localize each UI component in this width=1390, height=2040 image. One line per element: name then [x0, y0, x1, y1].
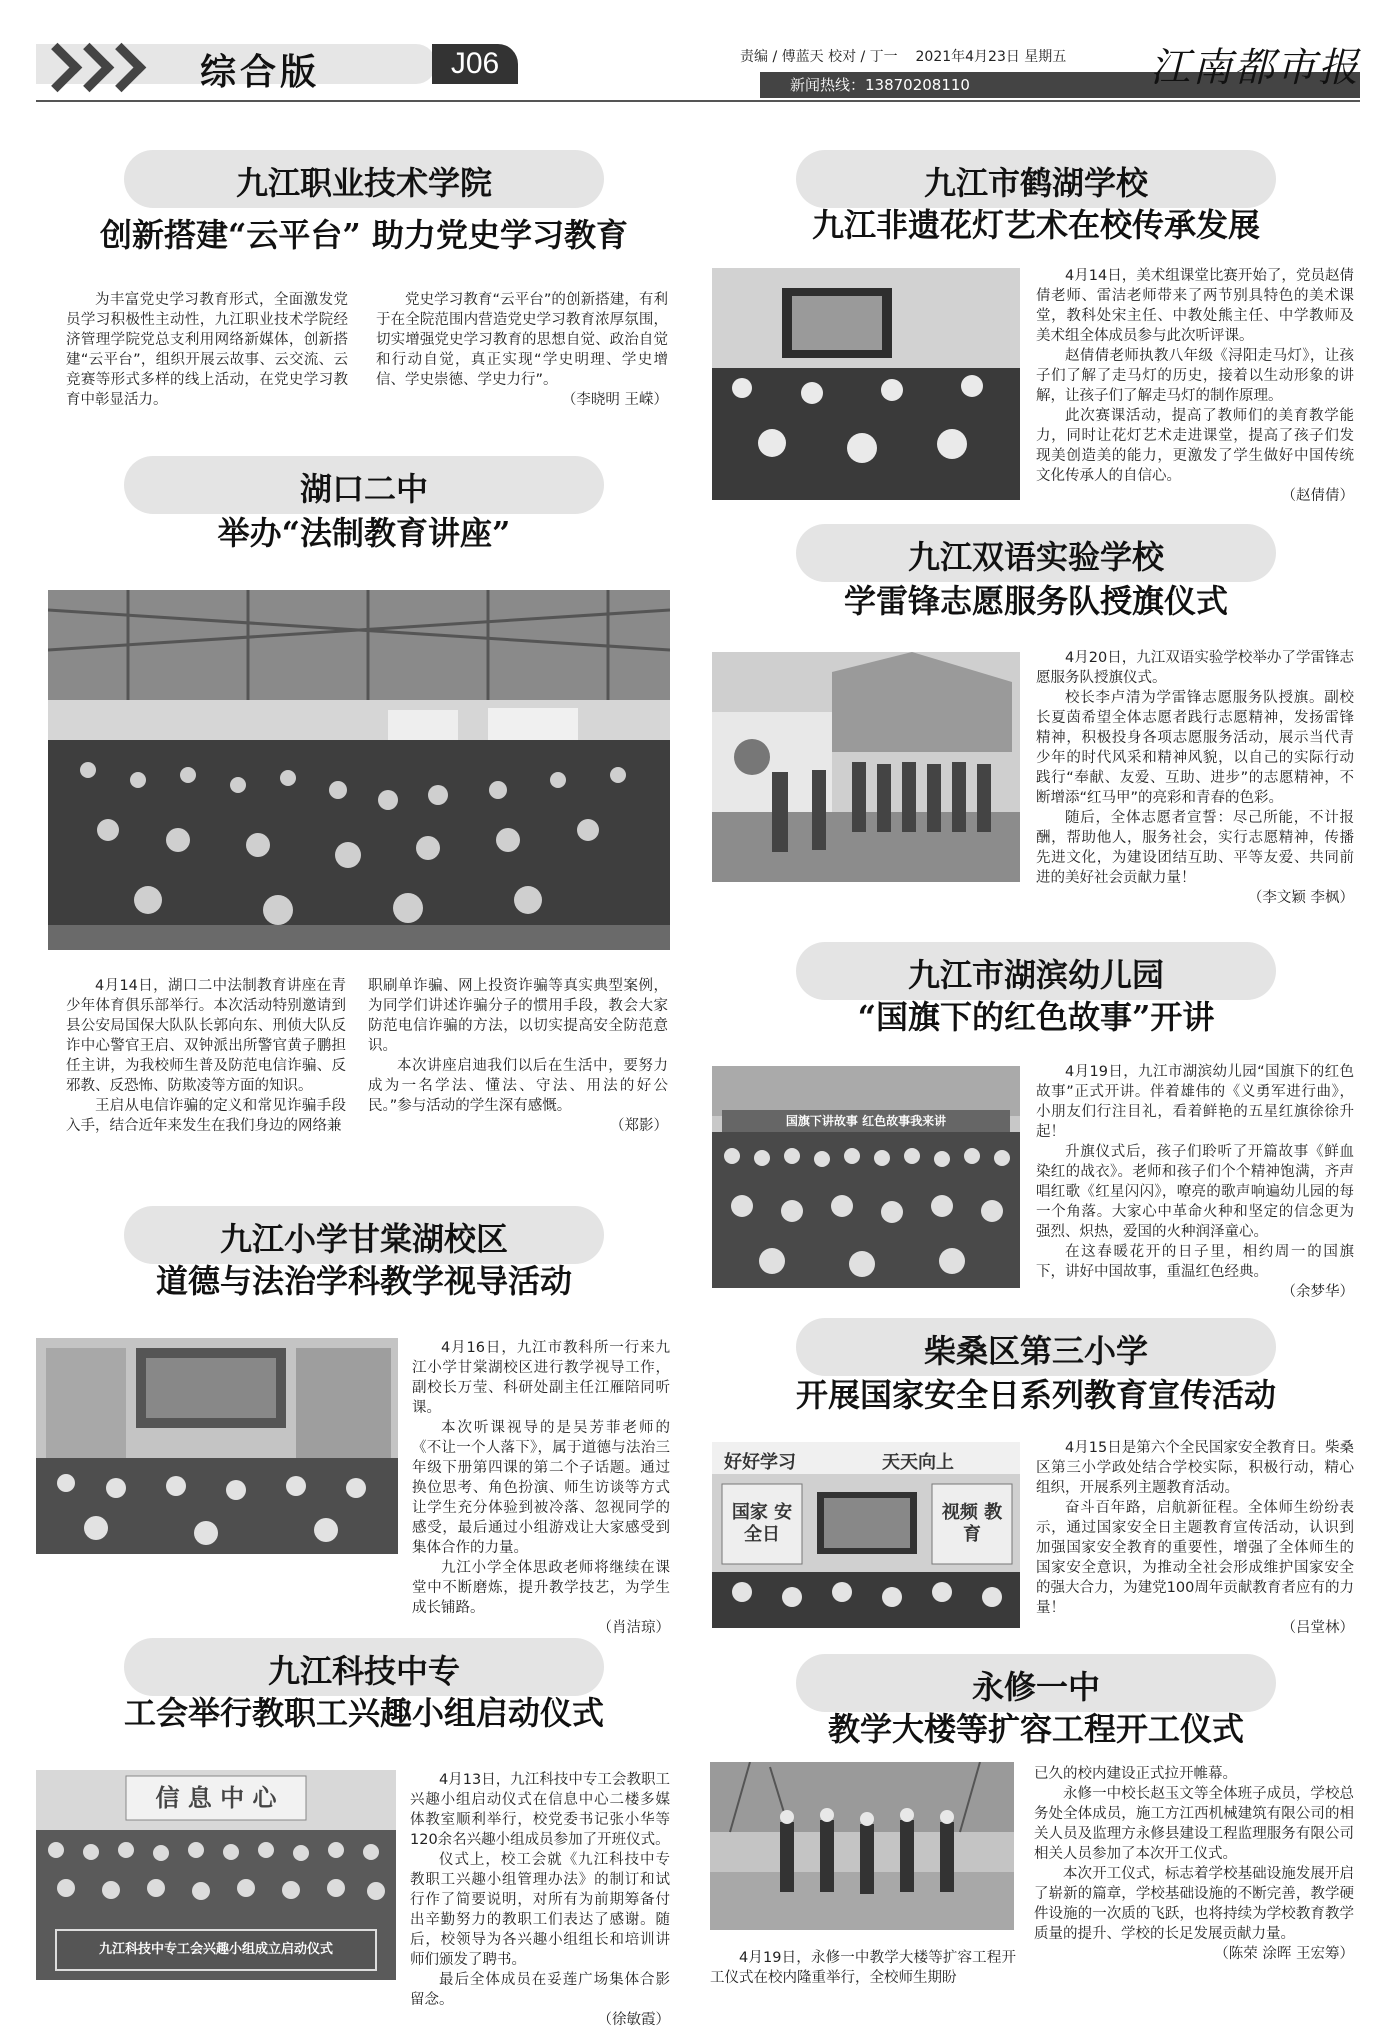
article-photo: [36, 1770, 396, 1980]
paragraph: 本次讲座启迪我们以后在生活中，要努力成为一名学法、懂法、守法、用法的好公民。”参与活动的学生深有感慨。: [368, 1058, 668, 1114]
photo-sign: 信 息 中 心: [155, 1783, 277, 1812]
photo-banner: 九江科技中专工会兴趣小组成立启动仪式: [98, 1942, 333, 1957]
article-photo: [712, 1442, 1020, 1628]
paragraph: 王启从电信诈骗的定义和常见诈骗手段入手，结合近年来发生在我们身边的网络兼: [66, 1098, 346, 1134]
article-title: 道德与法治学科教学视导活动: [155, 1262, 572, 1300]
article-photo: [712, 268, 1020, 500]
photo-banner: 国旗下讲故事 红色故事我来讲: [785, 1114, 947, 1128]
article-photo: [48, 590, 670, 950]
byline: （徐敏霞）: [597, 2012, 670, 2028]
paragraph: 九江小学全体思政老师将继续在课堂中不断磨炼，提升教学技艺，为学生成长铺路。: [412, 1560, 670, 1616]
article-body: [1036, 1062, 1354, 1302]
paragraph: 为丰富党史学习教育形式，全面激发党员学习积极性主动性，九江职业技术学院经济管理学院党总支利用网络新媒体，创新搭建“云平台”，组织开展云故事、云交流、云竞赛等形式多样的线上活动，在党史学习教育中彰显活力。: [66, 292, 348, 408]
article-title: “国旗下的红色故事”开讲: [857, 998, 1215, 1036]
article-org: 柴桑区第三小学: [923, 1332, 1148, 1370]
article-org: 九江市鹤湖学校: [923, 164, 1148, 202]
article-photo: [712, 652, 1020, 882]
article-body: [1036, 648, 1354, 908]
article-title: 学雷锋志愿服务队授旗仪式: [843, 582, 1228, 620]
article-org: 湖口二中: [299, 470, 428, 508]
paragraph: 4月14日，美术组课堂比赛开始了，党员赵倩倩老师、雷洁老师带来了两节别具特色的美术课堂，教科处宋主任、中教处熊主任、中学教师及美术组全体成员参与此次听评课。: [1036, 268, 1354, 344]
article-body: [66, 290, 348, 410]
article-body: [368, 976, 668, 1136]
news-hotline: 新闻热线：13870208110: [790, 76, 970, 94]
article-title: 教学大楼等扩容工程开工仪式: [827, 1710, 1244, 1748]
article-body: [710, 1948, 1016, 1988]
section-title: 综合版: [200, 52, 321, 93]
article-org: 永修一中: [971, 1668, 1100, 1706]
paragraph: 随后，全体志愿者宣誓：尽己所能，不计报酬，帮助他人，服务社会，实行志愿精神，传播先进文化，为建设团结互助、平等友爱、共同前进的美好社会贡献力量！: [1036, 810, 1354, 886]
paragraph: 仪式上，校工会就《九江科技中专教职工兴趣小组管理办法》的制订和试行作了简要说明，对所有为前期筹备付出辛勤努力的教职工们表达了感谢。随后，校领导为各兴趣小组组长和培训讲师们颁发了聘书。: [410, 1852, 670, 1968]
photo-slogan: 天天向上: [882, 1452, 954, 1473]
paragraph: 永修一中校长赵玉文等全体班子成员，学校总务处全体成员，施工方江西机械建筑有限公司的相关人员及监理方永修县建设工程监理服务有限公司相关人员参加了本次开工仪式。: [1034, 1786, 1354, 1862]
byline: （肖洁琼）: [597, 1620, 670, 1636]
article-body: [412, 1338, 670, 1638]
article-title: 举办“法制教育讲座”: [217, 514, 511, 552]
byline: （赵倩倩）: [1281, 488, 1354, 504]
photo-board: 国家 安全日: [731, 1502, 793, 1545]
header-divider: [36, 100, 1360, 102]
article-body: [1036, 1438, 1354, 1638]
paragraph: 在这春暖花开的日子里，相约周一的国旗下，讲好中国故事，重温红色经典。: [1036, 1244, 1354, 1280]
paragraph: 赵倩倩老师执教八年级《浔阳走马灯》，让孩子们了解了走马灯的历史，接着以生动形象的讲解，让孩子们了解走马灯的制作原理。: [1036, 348, 1354, 404]
article-body: [66, 976, 346, 1136]
byline: （吕堂林）: [1281, 1620, 1354, 1636]
article-org: 九江职业技术学院: [235, 164, 492, 202]
paragraph: 党史学习教育“云平台”的创新搭建，有利于在全院范围内营造党史学习教育浓厚氛围，切实增强党史学习教育的思想自觉、政治自觉和行动自觉，真正实现“学史明理、学史增信、学史崇德、学史力行”。: [376, 292, 668, 388]
article-title: 创新搭建“云平台” 助力党史学习教育: [100, 216, 628, 254]
paragraph: 校长李卢清为学雷锋志愿服务队授旗。副校长夏茵希望全体志愿者践行志愿精神，发扬雷锋精神，积极投身各项志愿服务活动，展示当代青少年的时代风采和精神风貌，以自己的实际行动践行“奉献、友爱、互助、进步”的志愿精神，不断增添“红马甲”的亮彩和青春的色彩。: [1036, 690, 1354, 806]
article-body: [376, 290, 668, 410]
byline: （李晓明 王嵘）: [561, 392, 668, 408]
page-number: J06: [432, 44, 518, 84]
article-org: 九江小学甘棠湖校区: [219, 1220, 508, 1258]
article-body: [1036, 266, 1354, 506]
photo-board: 视频 教育: [941, 1502, 1003, 1545]
paragraph: 职刷单诈骗、网上投资诈骗等真实典型案例，为同学们讲述诈骗分子的惯用手段，教会大家防范电信诈骗的方法，以切实提高安全防范意识。: [368, 978, 668, 1054]
article-body: [410, 1770, 670, 2030]
article-org: 九江双语实验学校: [907, 538, 1164, 576]
paragraph: 4月20日，九江双语实验学校举办了学雷锋志愿服务队授旗仪式。: [1036, 650, 1354, 686]
paragraph: 4月19日，永修一中教学大楼等扩容工程开工仪式在校内隆重举行，全校师生期盼: [710, 1950, 1016, 1986]
article-photo: [712, 1066, 1020, 1288]
paragraph: 升旗仪式后，孩子们聆听了开篇故事《鲜血染红的战衣》。老师和孩子们个个精神饱满，齐声唱红歌《红星闪闪》，嘹亮的歌声响遍幼儿园的每一个角落。大家心中革命火种和坚定的信念更为强烈、炽热，爱国的火种润泽童心。: [1036, 1144, 1354, 1240]
paragraph: 此次赛课活动，提高了教师们的美育教学能力，同时让花灯艺术走进课堂，提高了孩子们发现美创造美的能力，更激发了学生做好中国传统文化传承人的自信心。: [1036, 408, 1354, 484]
paragraph: 4月16日，九江市教科所一行来九江小学甘棠湖校区进行教学视导工作，副校长万莹、科研处副主任江雁陪同听课。: [412, 1340, 670, 1416]
byline: （余梦华）: [1281, 1284, 1354, 1300]
paragraph: 4月19日，九江市湖滨幼儿园“国旗下的红色故事”正式开讲。伴着雄伟的《义勇军进行曲》，小朋友们行注目礼，看着鲜艳的五星红旗徐徐升起！: [1036, 1064, 1354, 1140]
paragraph: 奋斗百年路，启航新征程。全体师生纷纷表示，通过国家安全日主题教育宣传活动，认识到加强国家安全教育的重要性，增强了全体师生的国家安全意识，为推动全社会形成维护国家安全的强大合力，为建党100周年贡献教育者应有的力量！: [1036, 1500, 1354, 1616]
byline: （郑影）: [610, 1118, 668, 1134]
byline: （李文颖 李枫）: [1247, 890, 1354, 906]
article-body: [1034, 1764, 1354, 1964]
article-photo: [710, 1762, 1014, 1930]
article-title: 工会举行教职工兴趣小组启动仪式: [123, 1694, 604, 1732]
article-photo: [36, 1338, 398, 1554]
article-org: 九江科技中专: [267, 1652, 460, 1690]
paragraph: 4月15日是第六个全民国家安全教育日。柴桑区第三小学政处结合学校实际，积极行动，精心组织，开展系列主题教育活动。: [1036, 1440, 1354, 1496]
paragraph: 本次开工仪式，标志着学校基础设施发展开启了崭新的篇章，学校基础设施的不断完善，教学硬件设施的一次质的飞跃，也将持续为学校教育教学质量的提升、学校的长足发展贡献力量。: [1034, 1866, 1354, 1942]
paragraph: 最后全体成员在妥莲广场集体合影留念。: [410, 1972, 670, 2008]
paragraph: 4月14日，湖口二中法制教育讲座在青少年体育俱乐部举行。本次活动特别邀请到县公安局国保大队队长郭向东、刑侦大队反诈中心警官王启、双钟派出所警官黄子鹏担任主讲，为我校师生普及防范电信诈骗、反邪教、反恐怖、防欺凌等方面的知识。: [66, 978, 346, 1094]
paragraph: 本次听课视导的是吴芳菲老师的《不让一个人落下》，属于道德与法治三年级下册第四课的第二个子话题。通过换位思考、角色扮演、师生访谈等方式让学生充分体验到被冷落、忽视同学的感受，最后通过小组游戏让大家感受到集体合作的力量。: [412, 1420, 670, 1556]
paragraph: 已久的校内建设正式拉开帷幕。: [1034, 1766, 1237, 1782]
article-org: 九江市湖滨幼儿园: [907, 956, 1164, 994]
newspaper-logo: 江南都市报: [1150, 45, 1360, 91]
byline: （陈荣 涂晖 王宏筹）: [1214, 1946, 1354, 1962]
paragraph: 4月13日，九江科技中专工会教职工兴趣小组启动仪式在信息中心二楼多媒体教室顺利举行，校党委书记张小华等120余名兴趣小组成员参加了开班仪式。: [410, 1772, 670, 1848]
article-title: 开展国家安全日系列教育宣传活动: [795, 1376, 1276, 1414]
photo-slogan: 好好学习: [724, 1452, 796, 1473]
editor-credits: 责编 / 傅蓝天 校对 / 丁一 2021年4月23日 星期五: [740, 49, 1067, 65]
article-title: 九江非遗花灯艺术在校传承发展: [811, 206, 1260, 244]
